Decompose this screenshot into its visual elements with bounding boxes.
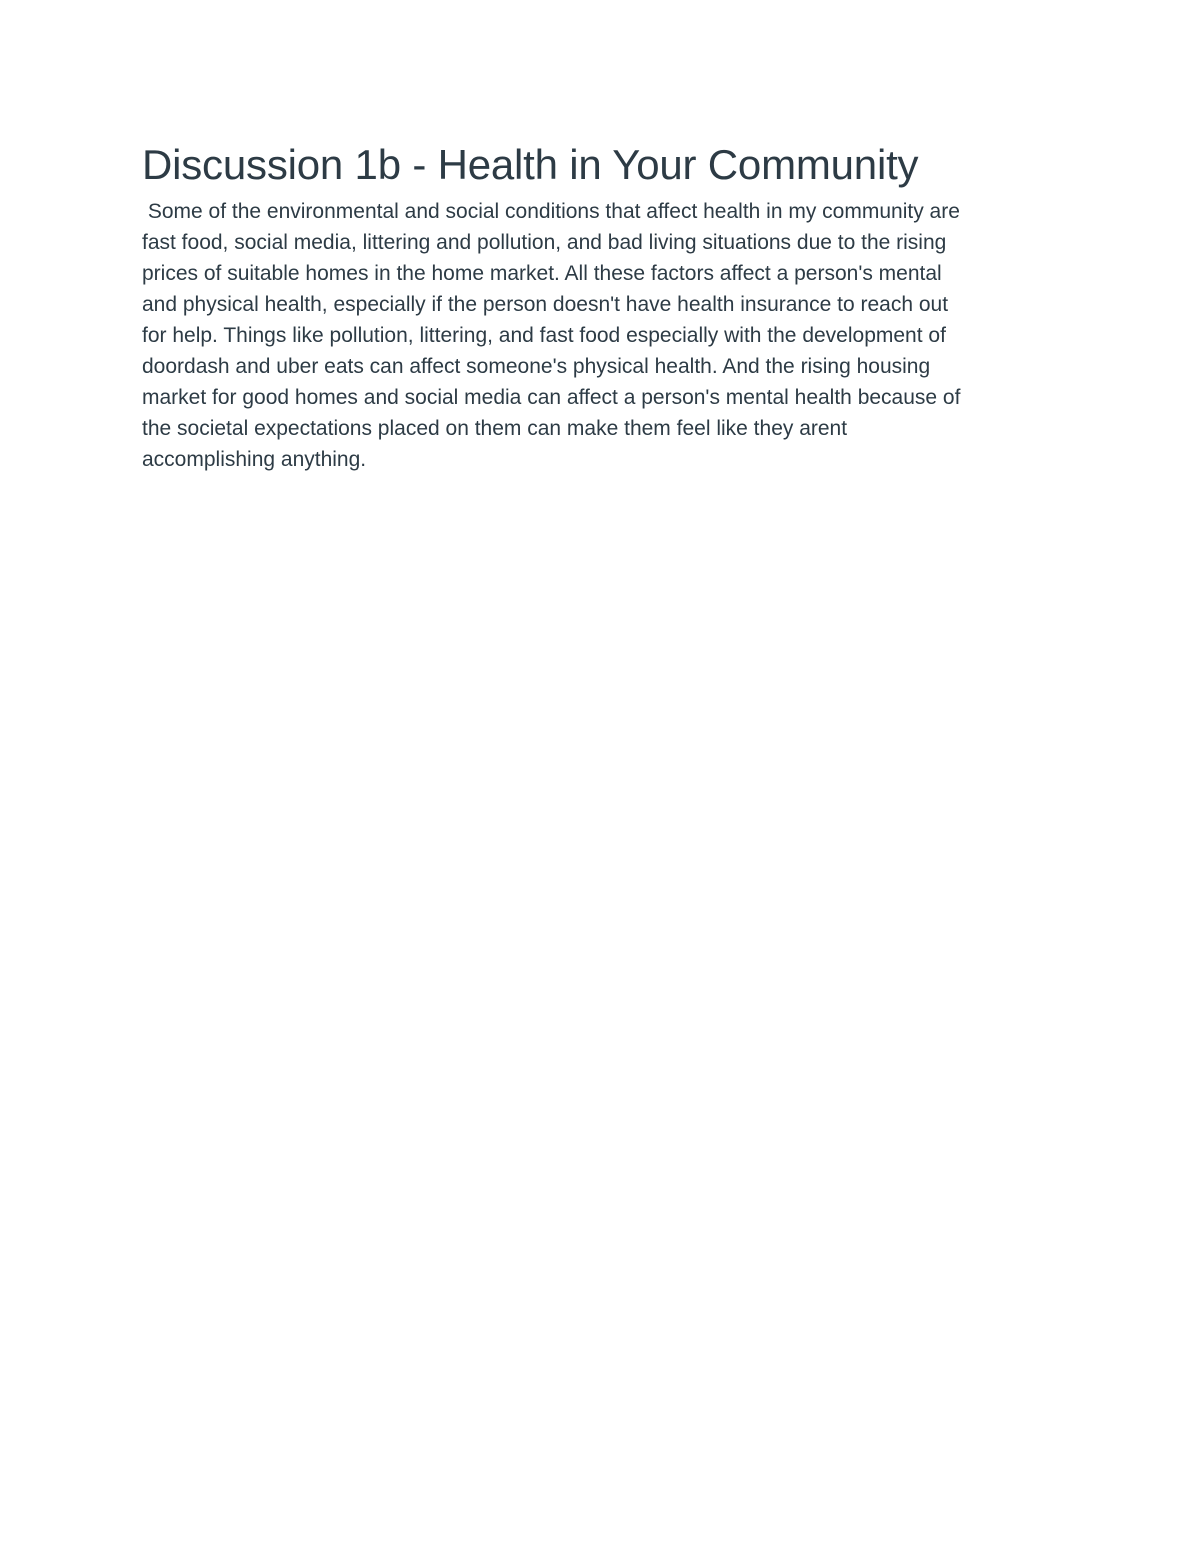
body-line: prices of suitable homes in the home market. All these factors affect a person's mental [142,262,942,285]
body-line: Some of the environmental and social conditions that affect health in my community are [142,200,960,223]
post-body [142,196,1072,475]
discussion-post [142,138,1072,475]
body-line: for help. Things like pollution, littering, and fast food especially with the development of [142,324,946,347]
page-title: Discussion 1b - Health in Your Community [142,141,919,188]
body-line: market for good homes and social media can affect a person's mental health because of [142,386,961,409]
body-line: fast food, social media, littering and pollution, and bad living situations due to the rising [142,231,947,254]
body-line: the societal expectations placed on them can make them feel like they arent [142,417,848,440]
body-line: accomplishing anything. [142,448,367,471]
body-line: doordash and uber eats can affect someone's physical health. And the rising housing [142,355,931,378]
body-line: and physical health, especially if the person doesn't have health insurance to reach out [142,293,949,316]
